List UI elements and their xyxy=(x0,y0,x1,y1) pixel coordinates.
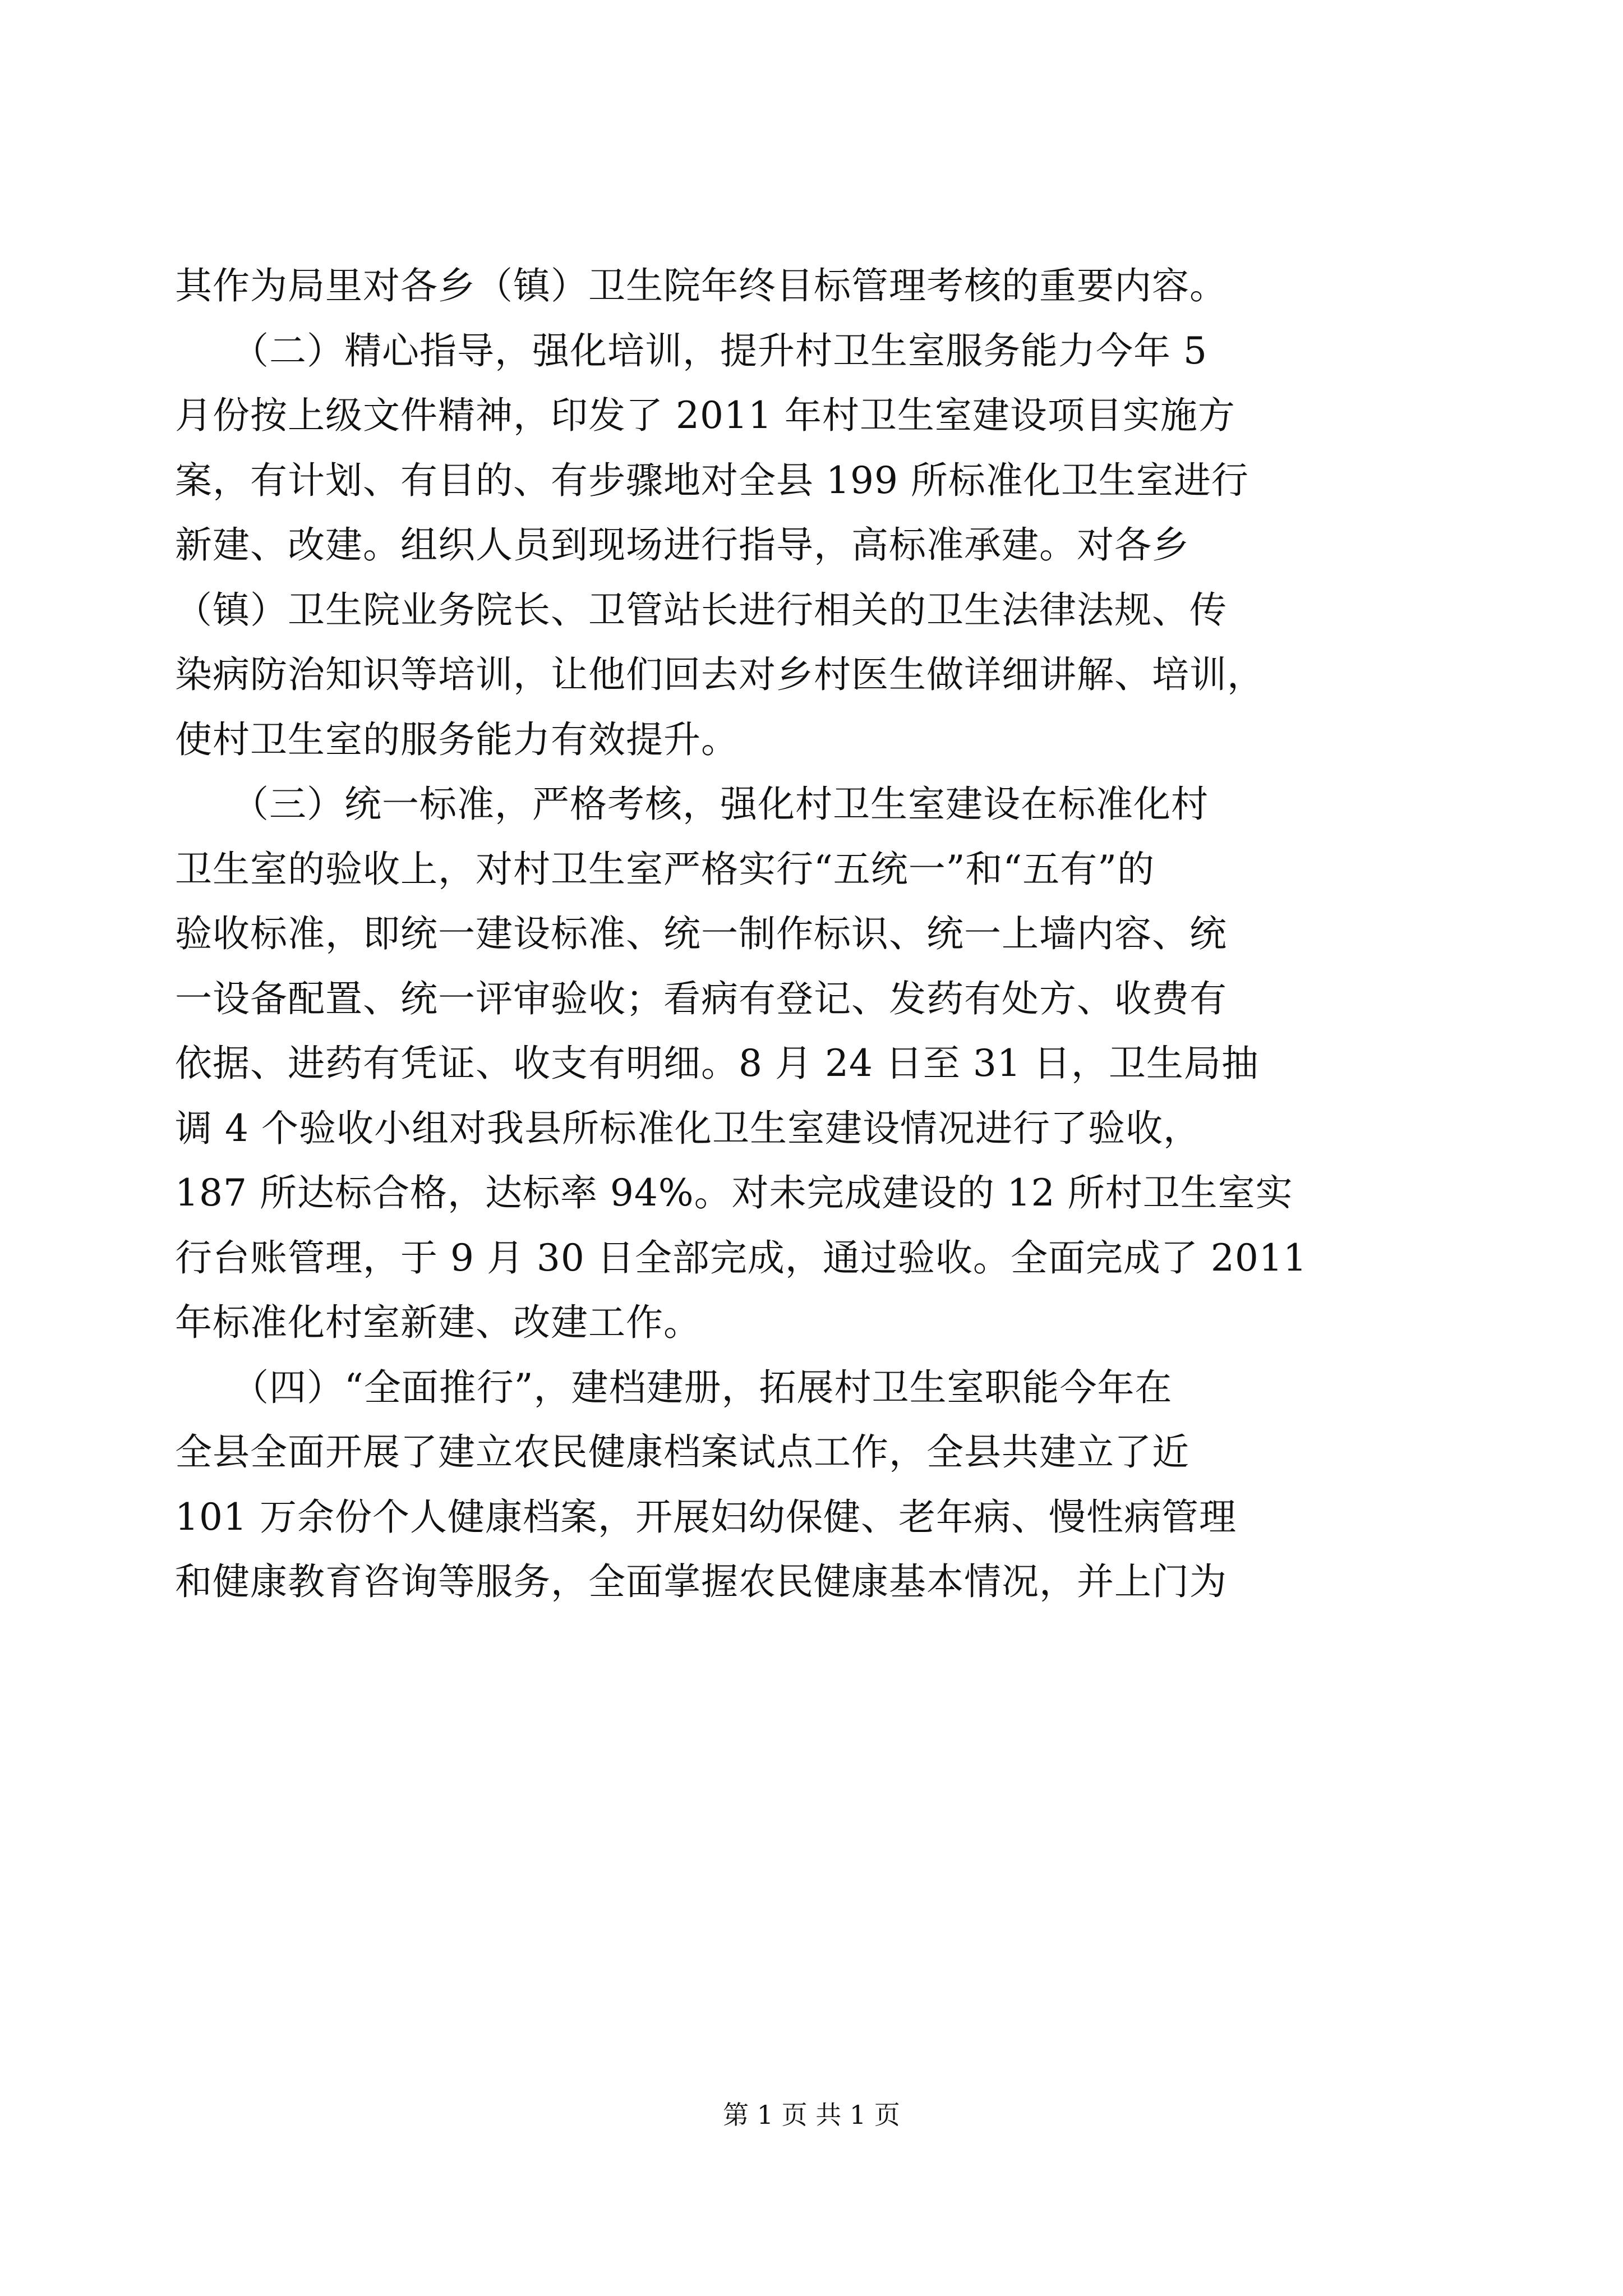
text-line: （四）“全面推行”，建档建册，拓展村卫生室职能今年在 xyxy=(175,1365,1173,1409)
text-line: 和健康教育咨询等服务，全面掌握农民健康基本情况，并上门为 xyxy=(175,1560,1227,1603)
page-footer: 第 1 页 共 1 页 xyxy=(723,2100,900,2130)
text-line: （三）统一标准，严格考核，强化村卫生室建设在标准化村 xyxy=(175,783,1209,826)
text-line: 卫生室的验收上，对村卫生室严格实行“五统一”和“五有”的 xyxy=(175,847,1155,891)
text-line: 其作为局里对各乡（镇）卫生院年终目标管理考核的重要内容。 xyxy=(175,264,1227,307)
text-line: 新建、改建。组织人员到现场进行指导，高标准承建。对各乡 xyxy=(175,523,1189,567)
text-line: 月份按上级文件精神，印发了 2011 年村卫生室建设项目实施方 xyxy=(175,394,1235,437)
text-line: 调 4 个验收小组对我县所标准化卫生室建设情况进行了验收， xyxy=(175,1106,1201,1150)
text-line: 使村卫生室的服务能力有效提升。 xyxy=(175,717,739,761)
text-line: （二）精心指导，强化培训，提升村卫生室服务能力今年 5 xyxy=(175,329,1207,372)
text-line: 依据、进药有凭证、收支有明细。8 月 24 日至 31 日，卫生局抽 xyxy=(175,1042,1259,1085)
text-line: 年标准化村室新建、改建工作。 xyxy=(175,1301,701,1344)
text-line: 验收标准，即统一建设标准、统一制作标识、统一上墙内容、统 xyxy=(175,912,1227,955)
text-line: （镇）卫生院业务院长、卫管站长进行相关的卫生法律法规、传 xyxy=(175,588,1227,632)
text-line: 一设备配置、统一评审验收；看病有登记、发药有处方、收费有 xyxy=(175,977,1227,1020)
text-line: 案，有计划、有目的、有步骤地对全县 199 所标准化卫生室进行 xyxy=(175,458,1249,502)
text-line: 全县全面开展了建立农民健康档案试点工作，全县共建立了近 xyxy=(175,1430,1189,1474)
text-line: 101 万余份个人健康档案，开展妇幼保健、老年病、慢性病管理 xyxy=(175,1495,1237,1539)
text-line: 染病防治知识等培训，让他们回去对乡村医生做详细讲解、培训， xyxy=(175,653,1265,696)
text-line: 187 所达标合格，达标率 94%。对未完成建设的 12 所村卫生室实 xyxy=(175,1171,1293,1214)
text-line: 行台账管理，于 9 月 30 日全部完成，通过验收。全面完成了 2011 xyxy=(175,1236,1307,1280)
